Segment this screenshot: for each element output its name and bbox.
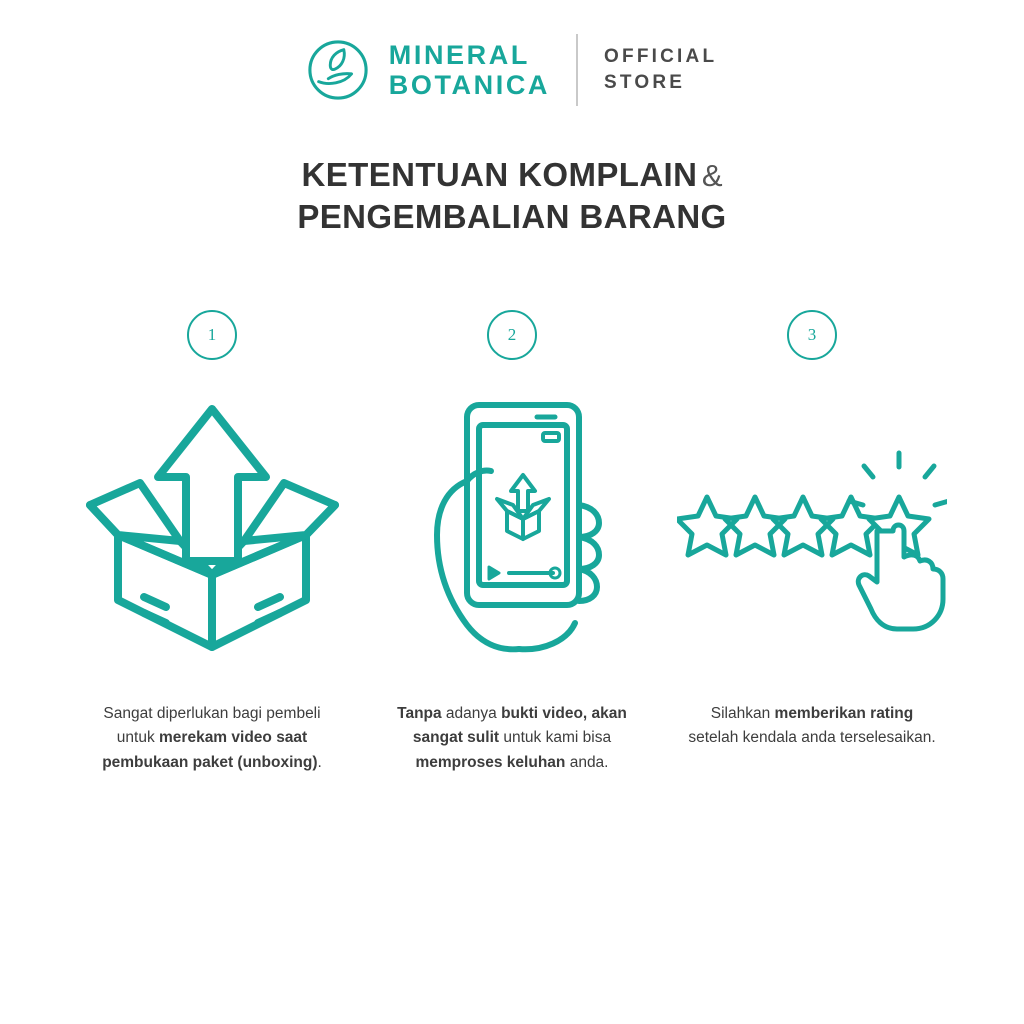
step-3-number: 3 — [807, 325, 817, 345]
leaf-circle-logo-icon — [307, 39, 369, 101]
official-store-line-1: OFFICIAL — [604, 46, 718, 68]
five-star-rating-hand-tap-icon — [677, 385, 947, 680]
brand-header — [0, 0, 1024, 106]
step-1-illustration — [70, 382, 355, 682]
step-3-number-badge — [787, 310, 837, 360]
page-title-ampersand: & — [701, 158, 723, 193]
step-1 — [62, 310, 362, 774]
steps-row — [0, 310, 1024, 774]
open-box-unboxing-icon — [70, 385, 355, 680]
step-3-illustration — [677, 382, 947, 682]
page-title — [0, 154, 1024, 238]
step-3-caption: Silahkan memberikan rating setelah kendala anda terselesaikan. — [688, 705, 936, 747]
step-1-number: 1 — [207, 325, 217, 345]
step-2-caption: Tanpa adanya bukti video, akan sangat sulit untuk kami bisa memproses keluhan anda. — [397, 705, 627, 771]
page-title-line-2: PENGEMBALIAN BARANG — [297, 198, 727, 236]
step-2 — [362, 310, 662, 774]
header-divider — [576, 34, 578, 106]
brand-name-line-1: MINERAL — [388, 39, 530, 70]
hand-holding-phone-video-icon — [397, 385, 627, 680]
step-1-caption: Sangat diperlukan bagi pembeli untuk merekam video saat pembukaan paket (unboxing). — [102, 705, 322, 771]
page-title-line-1-main: KETENTUAN KOMPLAIN — [301, 156, 698, 193]
official-store-label — [604, 44, 717, 95]
brand-name — [389, 40, 550, 100]
step-1-number-badge — [187, 310, 237, 360]
step-2-illustration — [397, 382, 627, 682]
step-3 — [662, 310, 962, 750]
page-title-line-1 — [0, 154, 1024, 196]
brand-name-line-2: BOTANICA — [388, 70, 551, 100]
step-2-number: 2 — [507, 325, 517, 345]
official-store-line-2: STORE — [604, 72, 686, 93]
step-2-number-badge — [487, 310, 537, 360]
